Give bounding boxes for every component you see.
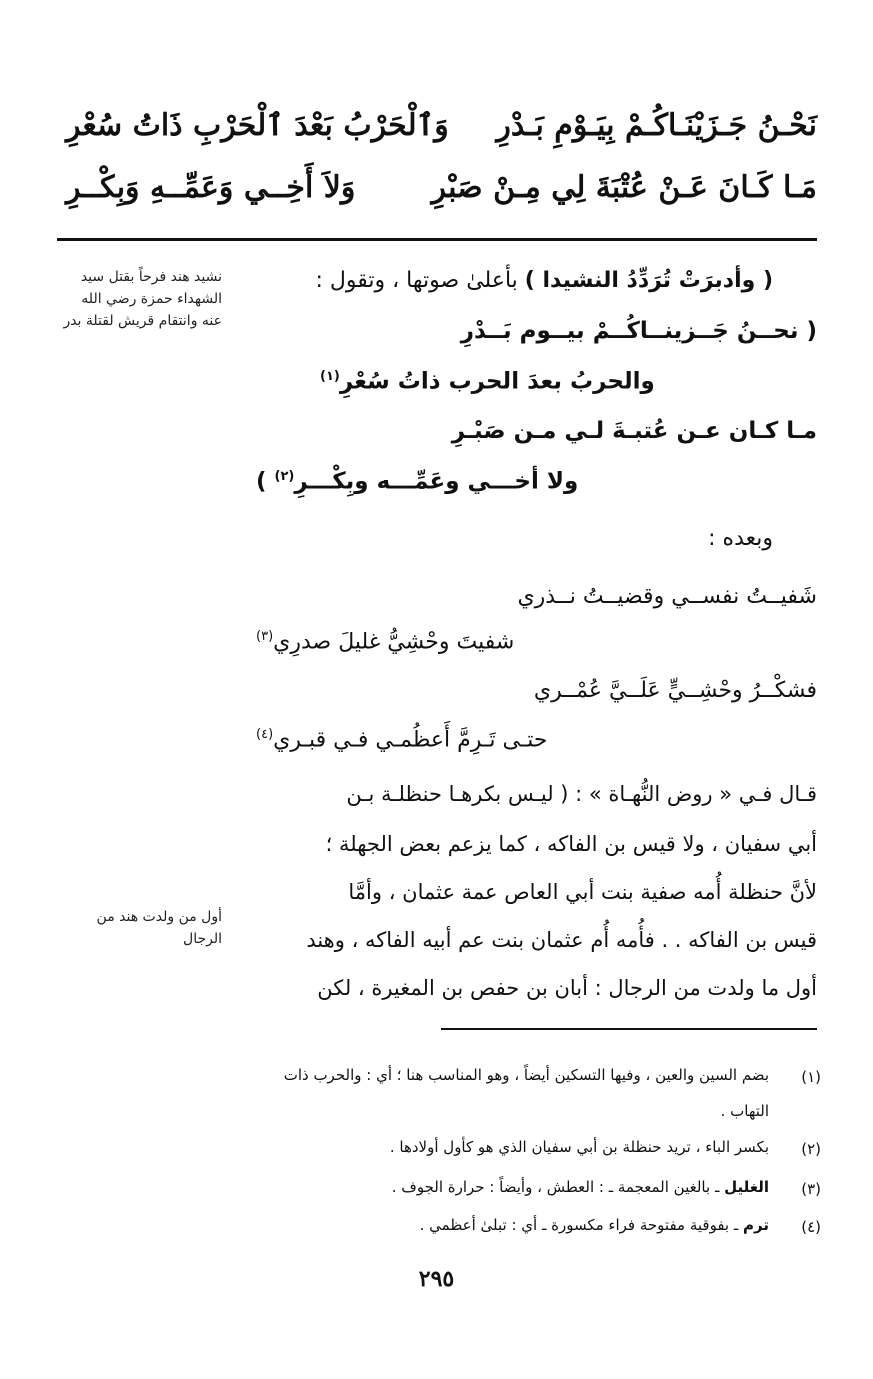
footnote-1-number: (١) xyxy=(801,1068,821,1086)
footnote-2-text: بكسر الباء ، تريد حنظلة بن أبي سفيان الذي هو كأول أولادها . xyxy=(389,1138,769,1156)
page-number: ٢٩٥ xyxy=(418,1266,455,1292)
footnote-3-body: ـ بالغين المعجمة ـ : العطش ، وأيضاً : حرارة الجوف . xyxy=(391,1178,725,1196)
footnote-3-term: الغليل xyxy=(724,1178,769,1196)
footnote-4-term: ترم xyxy=(743,1216,769,1234)
header-verse-2-left: وَلاَ أَخِــي وَعَمِّــهِ وَبِكْــرِ xyxy=(66,170,356,205)
header-verse-1-left: وَٱلْحَرْبُ بَعْدَ ٱلْحَرْبِ ذَاتُ سُعْرِ xyxy=(66,108,449,143)
poem1-line4-close: ) xyxy=(256,468,275,495)
footnote-ref-3: (٣) xyxy=(256,629,274,644)
poem2-line4-text: حتـى تَـرِمَّ أَعظُمـي فـي قبـري xyxy=(273,727,548,753)
poem1-line1: ( نحــنُ جَــزينــاكُــمْ بيــوم بَــدْرِ xyxy=(460,318,817,344)
header-verse-1-right: نَحْـنُ جَـزَيْنَـاكُـمْ بِيَـوْمِ بَـدْرِ xyxy=(496,108,817,143)
margin-note-first-born: أول من ولدت هند من الرجال xyxy=(96,909,222,947)
intro-rest: بأعلىٰ صوتها ، وتقول : xyxy=(315,268,525,293)
poem1-line2-text: والحربُ بعدَ الحرب ذاتُ سُعْرِ xyxy=(339,368,655,395)
intro-line xyxy=(315,270,773,292)
footnote-ref-4: (٤) xyxy=(256,727,274,742)
paragraph-line-4: قيس بن الفاكه . . فأُمه أُم عثمان بنت عم أبيه الفاكه ، وهند xyxy=(306,928,817,952)
poem1-line2 xyxy=(320,370,655,394)
poem2-line2 xyxy=(256,630,514,653)
footnote-1-text: بضم السين والعين ، وفيها التسكين أيضاً ، وهو المناسب هنا ؛ أي : والحرب ذات xyxy=(283,1066,769,1084)
footnote-4-body: ـ بفوقية مفتوحة فراء مكسورة ـ أي : تبلىٰ أعظمي . xyxy=(419,1216,744,1234)
footnote-ref-2: (٢) xyxy=(274,469,295,484)
footnote-4-number: (٤) xyxy=(801,1218,821,1236)
footnote-1-continuation: التهاب . xyxy=(720,1102,769,1120)
footnote-2-number: (٢) xyxy=(801,1140,821,1158)
poem1-line4-text: ولا أخـــي وعَمِّـــه وبِكْـــرِ xyxy=(294,468,579,495)
footnote-ref-1: (١) xyxy=(320,369,340,384)
footnote-3-number: (٣) xyxy=(801,1180,821,1198)
footnote-3-text xyxy=(392,1180,769,1195)
poem2-line1: شَفيــتُ نفســي وقضيــتُ نــذري xyxy=(517,584,817,609)
intro-bold: ( وأدبرَتْ تُرَدِّدُ النشيدا ) xyxy=(524,268,773,293)
poem2-line4 xyxy=(256,728,548,751)
poem1-line4 xyxy=(256,470,578,494)
header-verse-2-right: مَـا كَـانَ عَـنْ عُتْبَةَ لِي مِـنْ صَبْرِ xyxy=(431,170,817,205)
poem2-line3: فشكْــرُ وحْشِــيٍّ عَلَــيَّ عُمْــري xyxy=(533,678,817,703)
after-label: وبعده : xyxy=(708,526,773,551)
header-divider xyxy=(57,238,817,241)
paragraph-line-5: أول ما ولدت من الرجال : أبان بن حفص بن المغيرة ، لكن xyxy=(317,976,817,1000)
poem2-line2-text: شفيتَ وحْشِيُّ غليلَ صدرِي xyxy=(273,629,515,655)
paragraph-line-2: أبي سفيان ، ولا قيس بن الفاكه ، كما يزعم بعض الجهلة ؛ xyxy=(325,832,817,856)
paragraph-line-1: قـال فـي « روض النُّهـاة » : ( ليـس بكرهـا حنظلـة بـن xyxy=(346,782,817,806)
poem1-line3: مـا كـان عـن عُتبـةَ لـي مـن صَبْـرِ xyxy=(451,418,817,444)
footnote-4-text xyxy=(420,1218,769,1233)
paragraph-line-3: لأنَّ حنظلة أُمه صفية بنت أبي العاص عمة عثمان ، وأمَّا xyxy=(348,880,817,904)
footnote-divider xyxy=(441,1028,817,1030)
margin-note-anthem: نشيد هند فرحاً بقتل سيد الشهداء حمزة رضي الله عنه وانتقام قريش لقتلة بدر xyxy=(63,269,222,329)
